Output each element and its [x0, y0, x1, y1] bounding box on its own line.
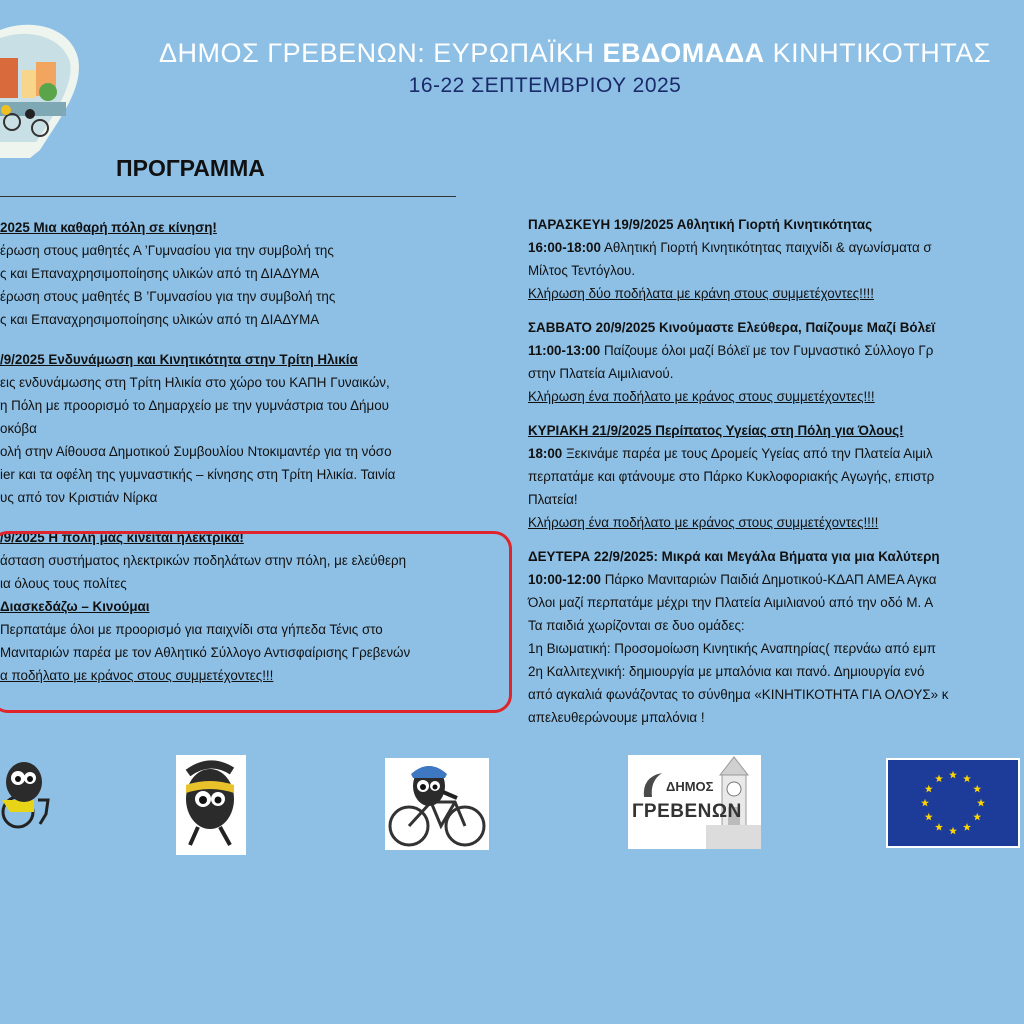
- program-line: 16:00-18:00 Αθλητική Γιορτή Κινητικότητας παιχνίδι & αγωνίσματα σ: [528, 240, 932, 255]
- runner-mascot-icon: [176, 755, 246, 855]
- program-line: Τα παιδιά χωρίζονται σε δυο ομάδες:: [528, 618, 745, 633]
- highlight-frame: [0, 531, 512, 713]
- program-line: η Πόλη με προορισμό το Δημαρχείο με την γυμνάστρια του Δήμου: [0, 398, 389, 413]
- day-block-tuesday-left: [0, 348, 502, 509]
- program-line: 18:00 Ξεκινάμε παρέα με τους Δρομείς Υγείας από την Πλατεία Αιμιλ: [528, 446, 933, 461]
- program-line: στην Πλατεία Αιμιλιανού.: [528, 366, 674, 381]
- raffle-note: Κλήρωση ένα ποδήλατο με κράνος στους συμμετέχοντες!!!!: [528, 515, 879, 530]
- day-heading: ΣΑΒΒΑΤΟ 20/9/2025 Κινούμαστε Ελεύθερα, Παίζουμε Μαζί Βόλεϊ: [528, 320, 936, 335]
- program-line: από αγκαλιά φωνάζοντας το σύνθημα «ΚΙΝΗΤΙΚΟΤΗΤΑ ΓΙΑ ΟΛΟΥΣ» κ: [528, 687, 949, 702]
- event-title: ΔΗΜΟΣ ΓΡΕΒΕΝΩΝ: ΕΥΡΩΠΑΪΚΗ ΕΒΔΟΜΑΔΑ ΚΙΝΗΤΙΚΟΤΗΤΑΣ: [158, 38, 991, 68]
- program-line: Πλατεία!: [528, 492, 578, 507]
- raffle-note: α ποδήλατο με κράνος στους συμμετέχοντες!!!: [0, 668, 274, 683]
- runner-mascot-logo: [176, 755, 246, 855]
- cyclist-mascot-icon: [385, 758, 489, 850]
- day-block-monday-left: [0, 216, 502, 331]
- eu-flag-icon: [886, 758, 1020, 848]
- program-line: Περπατάμε όλοι με προορισμό για παιχνίδι στα γήπεδα Τένις στο: [0, 622, 383, 637]
- day-heading: ΔΕΥΤΕΡΑ 22/9/2025: Μικρά και Μεγάλα Βήματα για μια Καλύτερη: [528, 549, 940, 564]
- wheelchair-mascot-icon: [0, 752, 56, 830]
- dimos-label: ΔΗΜΟΣ: [666, 779, 714, 794]
- program-line: ς και Επαναχρησιμοποίησης υλικών από τη ΔΙΑΔΥΜΑ: [0, 312, 320, 327]
- program-line: ολή στην Αίθουσα Δημοτικού Συμβουλίου Ντοκιμαντέρ για τη νόσο: [0, 444, 392, 459]
- event-dates: 16-22 ΣΕΠΤΕΜΒΡΙΟΥ 2025: [408, 74, 682, 97]
- day-block-sunday: [528, 419, 1024, 534]
- title-divider: [0, 196, 456, 197]
- program-line: 1η Βιωματική: Προσομοίωση Κινητικής Αναπηρίας( περνάω από εμπ: [528, 641, 936, 656]
- program-line: ier και τα οφέλη της γυμναστικής – κίνησης στη Τρίτη Ηλικία. Ταινία: [0, 467, 396, 482]
- dimos-grevenon-logo: [628, 755, 761, 849]
- day-heading: /9/2025 Ενδυνάμωση και Κινητικότητα στην Τρίτη Ηλικία: [0, 352, 358, 367]
- program-line: απελευθερώνουμε μπαλόνια !: [528, 710, 705, 725]
- program-line: εις ενδυνάμωσης στη Τρίτη Ηλικία στο χώρο του ΚΑΠΗ Γυναικών,: [0, 375, 390, 390]
- program-line: υς από τον Κριστιάν Νίρκα: [0, 490, 158, 505]
- program-line: Μανιταριών παρέα με τον Αθλητικό Σύλλογο Αντισφαίρισης Γρεβενών: [0, 645, 411, 660]
- program-line: 2η Καλλιτεχνική: δημιουργία με μπαλόνια και πανό. Δημιουργία ενό: [528, 664, 925, 679]
- day-heading: ΚΥΡΙΑΚΗ 21/9/2025 Περίπατος Υγείας στη Πόλη για Όλους!: [528, 423, 904, 438]
- program-title: ΠΡΟΓΡΑΜΜΑ: [116, 155, 265, 181]
- day-block-friday: [528, 213, 1024, 305]
- program-line: Μίλτος Τεντόγλου.: [528, 263, 636, 278]
- program-line: έρωση στους μαθητές Α ’Γυμνασίου για την συμβολή της: [0, 243, 334, 258]
- program-line: οκόβα: [0, 421, 37, 436]
- day-heading: 2025 Μια καθαρή πόλη σε κίνηση!: [0, 220, 217, 235]
- day-heading: ΠΑΡΑΣΚΕΥΗ 19/9/2025 Αθλητική Γιορτή Κινητικότητας: [528, 217, 873, 232]
- program-line: ς και Επαναχρησιμοποίησης υλικών από τη ΔΙΑΔΥΜΑ: [0, 266, 320, 281]
- raffle-note: Κλήρωση ένα ποδήλατο με κράνος στους συμμετέχοντες!!!: [528, 389, 875, 404]
- right-program-column: [528, 213, 1024, 740]
- program-line: περπατάμε και φτάνουμε στο Πάρκο Κυκλοφοριακής Αγωγής, επιστρ: [528, 469, 935, 484]
- program-line: Όλοι μαζί περπατάμε μέχρι την Πλατεία Αιμιλιανού από την οδό Μ. Α: [528, 595, 934, 610]
- program-line: έρωση στους μαθητές Β ’Γυμνασίου για την συμβολή της: [0, 289, 336, 304]
- day-block-monday: [528, 545, 1024, 729]
- dimos-emblem-icon: [640, 771, 666, 799]
- program-line: 10:00-12:00 Πάρκο Μανιταριών Παιδιά Δημοτικού-ΚΔΑΠ ΑΜΕΑ Αγκα: [528, 572, 937, 587]
- sub-heading: Διασκεδάζω – Κινούμαι: [0, 599, 150, 614]
- cyclist-mascot-logo: [385, 758, 489, 850]
- program-line: ια όλους τους πολίτες: [0, 576, 127, 591]
- grevenon-label: ΓΡΕΒΕΝΩΝ: [632, 801, 742, 822]
- program-line: άσταση συστήματος ηλεκτρικών ποδηλάτων στην πόλη, με ελεύθερη: [0, 553, 407, 568]
- raffle-note: Κλήρωση δύο ποδήλατα με κράνη στους συμμετέχοντες!!!!: [528, 286, 874, 301]
- eu-flag-logo: [886, 758, 1020, 848]
- program-line: 11:00-13:00 Παίζουμε όλοι μαζί Βόλεϊ με τον Γυμναστικό Σύλλογο Γρ: [528, 343, 934, 358]
- day-block-saturday: [528, 316, 1024, 408]
- day-heading: /9/2025 Η πόλη μας κινείται ηλεκτρικά!: [0, 530, 244, 545]
